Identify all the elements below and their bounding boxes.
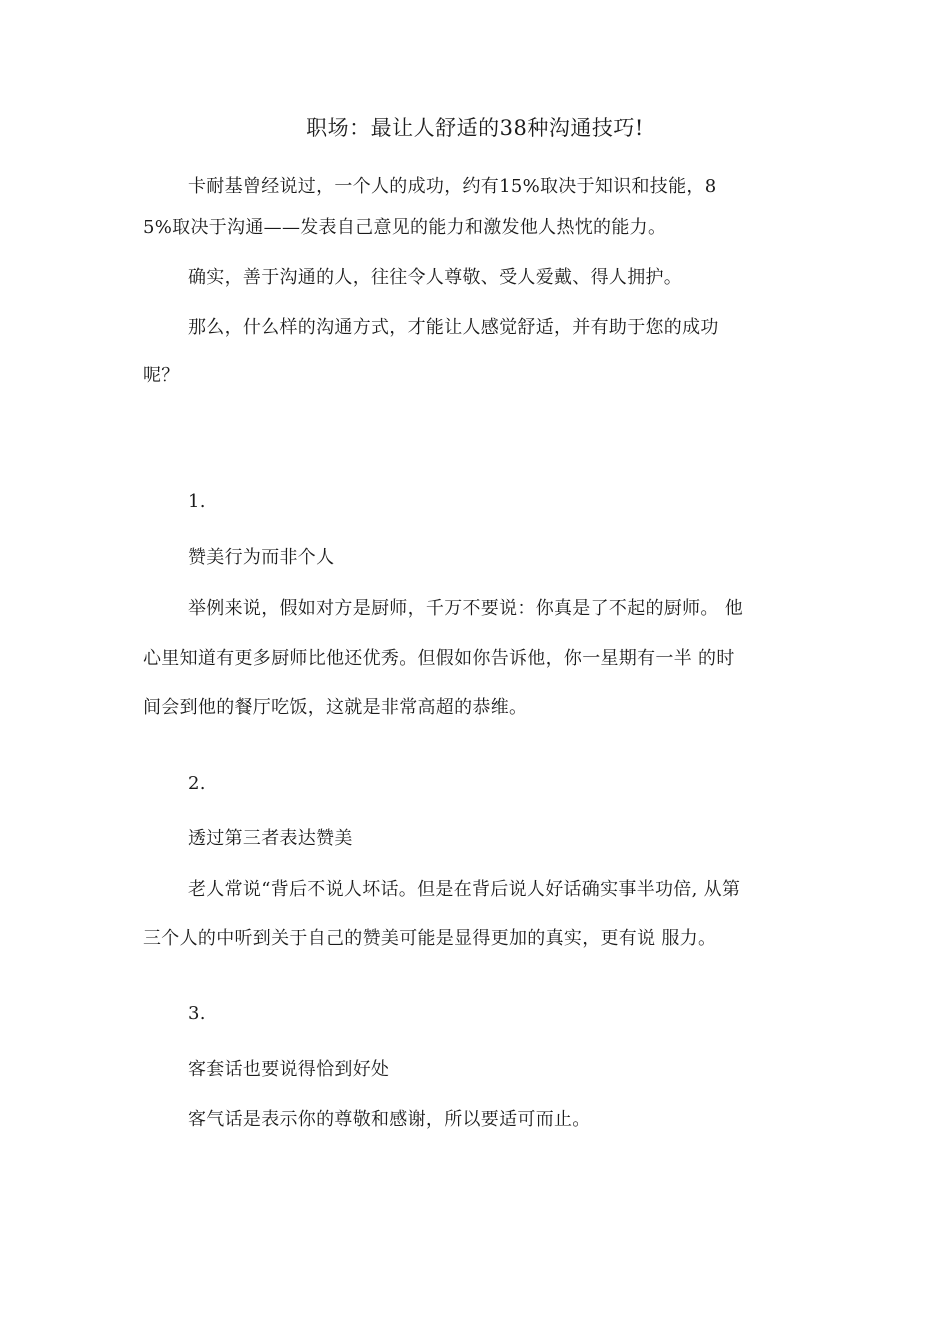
section-1-heading: 赞美行为而非个人 <box>188 547 335 568</box>
section-2-body-line-1: 老人常说“背后不说人坏话。但是在背后说人好话确实事半功倍, 从第 <box>188 879 741 900</box>
section-2-body-line-2: 三个人的中听到关于自己的赞美可能是显得更加的真实，更有说 服力。 <box>143 928 717 949</box>
intro-line-4: 那么，什么样的沟通方式，才能让人感觉舒适，并有助于您的成功 <box>188 317 719 338</box>
section-1-body-line-1: 举例来说，假如对方是厨师，千万不要说：你真是了不起的厨师。 他 <box>188 598 744 619</box>
document-title: 职场：最让人舒适的38种沟通技巧! <box>306 116 644 140</box>
section-1-number: 1. <box>188 491 206 512</box>
section-2-heading: 透过第三者表达赞美 <box>188 828 353 849</box>
intro-line-5: 呢？ <box>143 365 180 386</box>
section-3-body-line-1: 客气话是表示你的尊敬和感谢，所以要适可而止。 <box>188 1109 591 1130</box>
intro-line-3: 确实，善于沟通的人，往往令人尊敬、受人爱戴、得人拥护。 <box>188 267 683 288</box>
section-1-body-line-2: 心里知道有更多厨师比他还优秀。但假如你告诉他，你一星期有一半 的时 <box>143 648 735 669</box>
section-3-heading: 客套话也要说得恰到好处 <box>188 1059 390 1080</box>
intro-line-2: 5%取决于沟通——发表自己意见的能力和激发他人热忱的能力。 <box>143 217 667 238</box>
intro-line-1: 卡耐基曾经说过，一个人的成功，约有15%取决于知识和技能，8 <box>188 176 717 197</box>
section-3-number: 3. <box>188 1003 206 1024</box>
section-1-body-line-3: 间会到他的餐厅吃饭，这就是非常高超的恭维。 <box>143 697 528 718</box>
section-2-number: 2. <box>188 773 206 794</box>
